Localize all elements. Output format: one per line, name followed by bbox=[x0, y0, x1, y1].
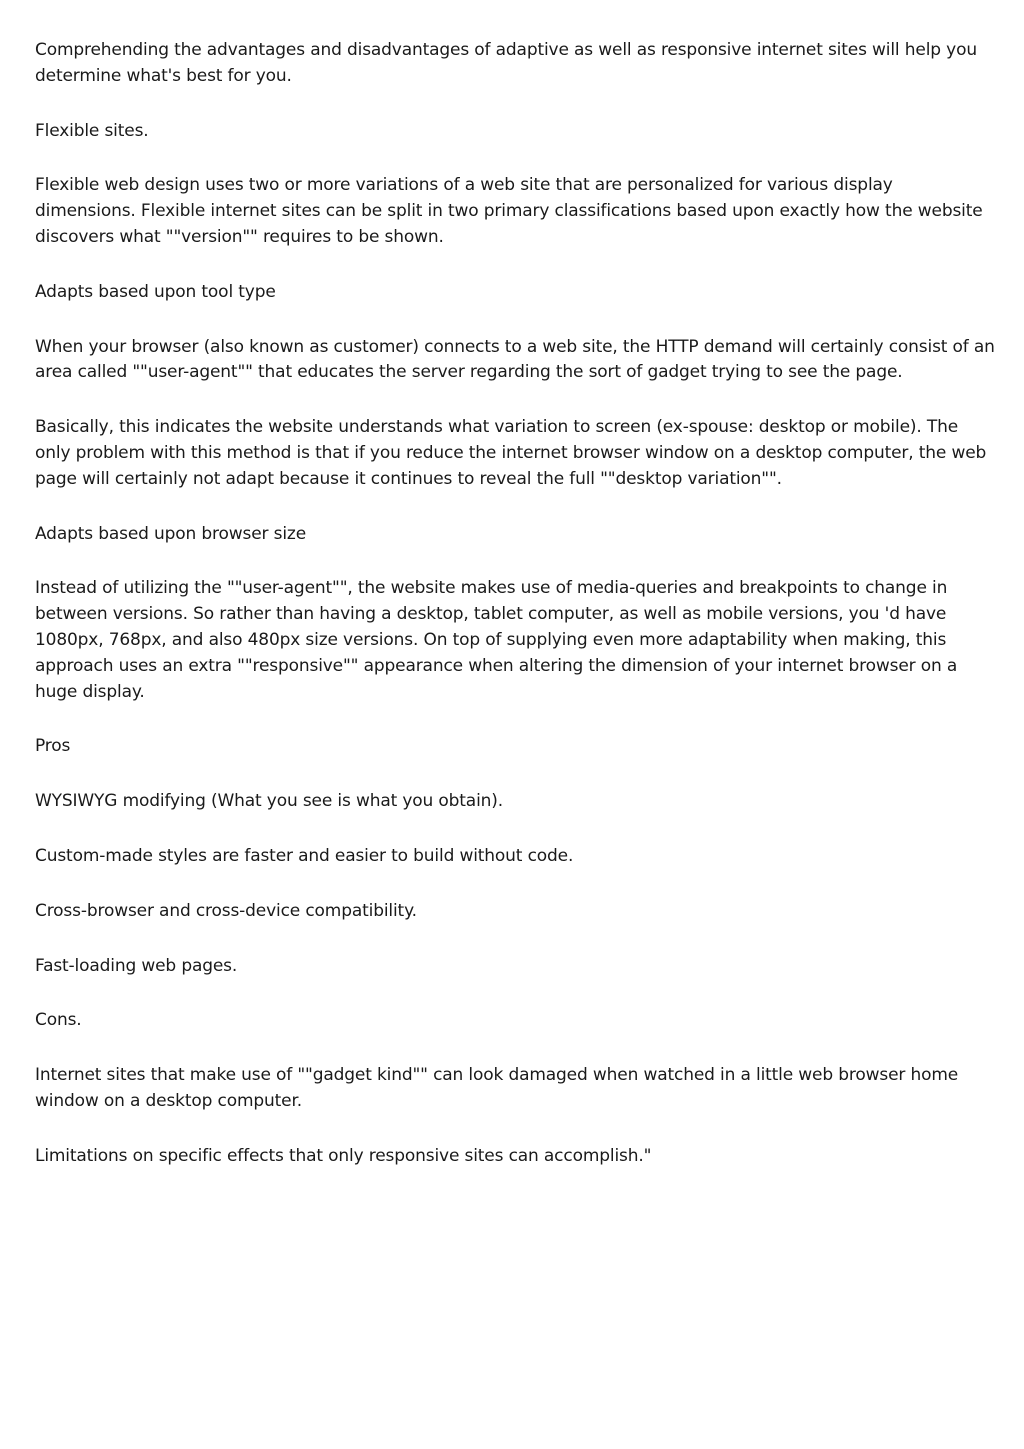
pros-item-compatibility: Cross-browser and cross-device compatibility. bbox=[35, 900, 417, 921]
pros-item-wysiwyg: WYSIWYG modifying (What you see is what you obtain). bbox=[35, 791, 504, 812]
pros-item-custom-styles: Custom-made styles are faster and easier to build without code. bbox=[35, 845, 574, 866]
heading-cons: Cons. bbox=[35, 1010, 82, 1031]
paragraph-flexible-design: Flexible web design uses two or more variations of a web site that are personalized for various display dimensions. Flexible internet sites can be split in two primary classifications based upon exactly how the website discovers what ""version"" requires to be shown. bbox=[35, 175, 983, 247]
heading-flexible-sites: Flexible sites. bbox=[35, 120, 149, 141]
pros-item-fast-loading: Fast-loading web pages. bbox=[35, 955, 238, 976]
paragraph-basically: Basically, this indicates the website understands what variation to screen (ex-spouse: desktop or mobile). The only problem with this method is that if you reduce the internet browser window on a desktop computer, the web page will certainly not adapt because it continues to reveal the full ""desktop variation"". bbox=[35, 417, 987, 489]
paragraph-intro: Comprehending the advantages and disadvantages of adaptive as well as responsive internet sites will help you determine what's best for you. bbox=[35, 40, 977, 86]
heading-pros: Pros bbox=[35, 736, 71, 757]
cons-item-limitations: Limitations on specific effects that only responsive sites can accomplish." bbox=[35, 1145, 652, 1166]
paragraph-media-queries: Instead of utilizing the ""user-agent"", the website makes use of media-queries and breakpoints to change in between versions. So rather than having a desktop, tablet computer, as well as mobile versions, you 'd have 1080px, 768px, and also 480px size versions. On top of supplying even more adaptability when making, this approach uses an extra ""responsive"" appearance when altering the dimension of your internet browser on a huge display. bbox=[35, 578, 958, 702]
cons-item-gadget-kind: Internet sites that make use of ""gadget kind"" can look damaged when watched in a little web browser home window on a desktop computer. bbox=[35, 1065, 959, 1111]
heading-browser-size: Adapts based upon browser size bbox=[35, 523, 307, 544]
paragraph-user-agent: When your browser (also known as customer) connects to a web site, the HTTP demand will certainly consist of an area called ""user-agent"" that educates the server regarding the sort of gadget trying to see the page. bbox=[35, 336, 995, 383]
document-body bbox=[35, 38, 995, 1199]
heading-tool-type: Adapts based upon tool type bbox=[35, 281, 276, 302]
